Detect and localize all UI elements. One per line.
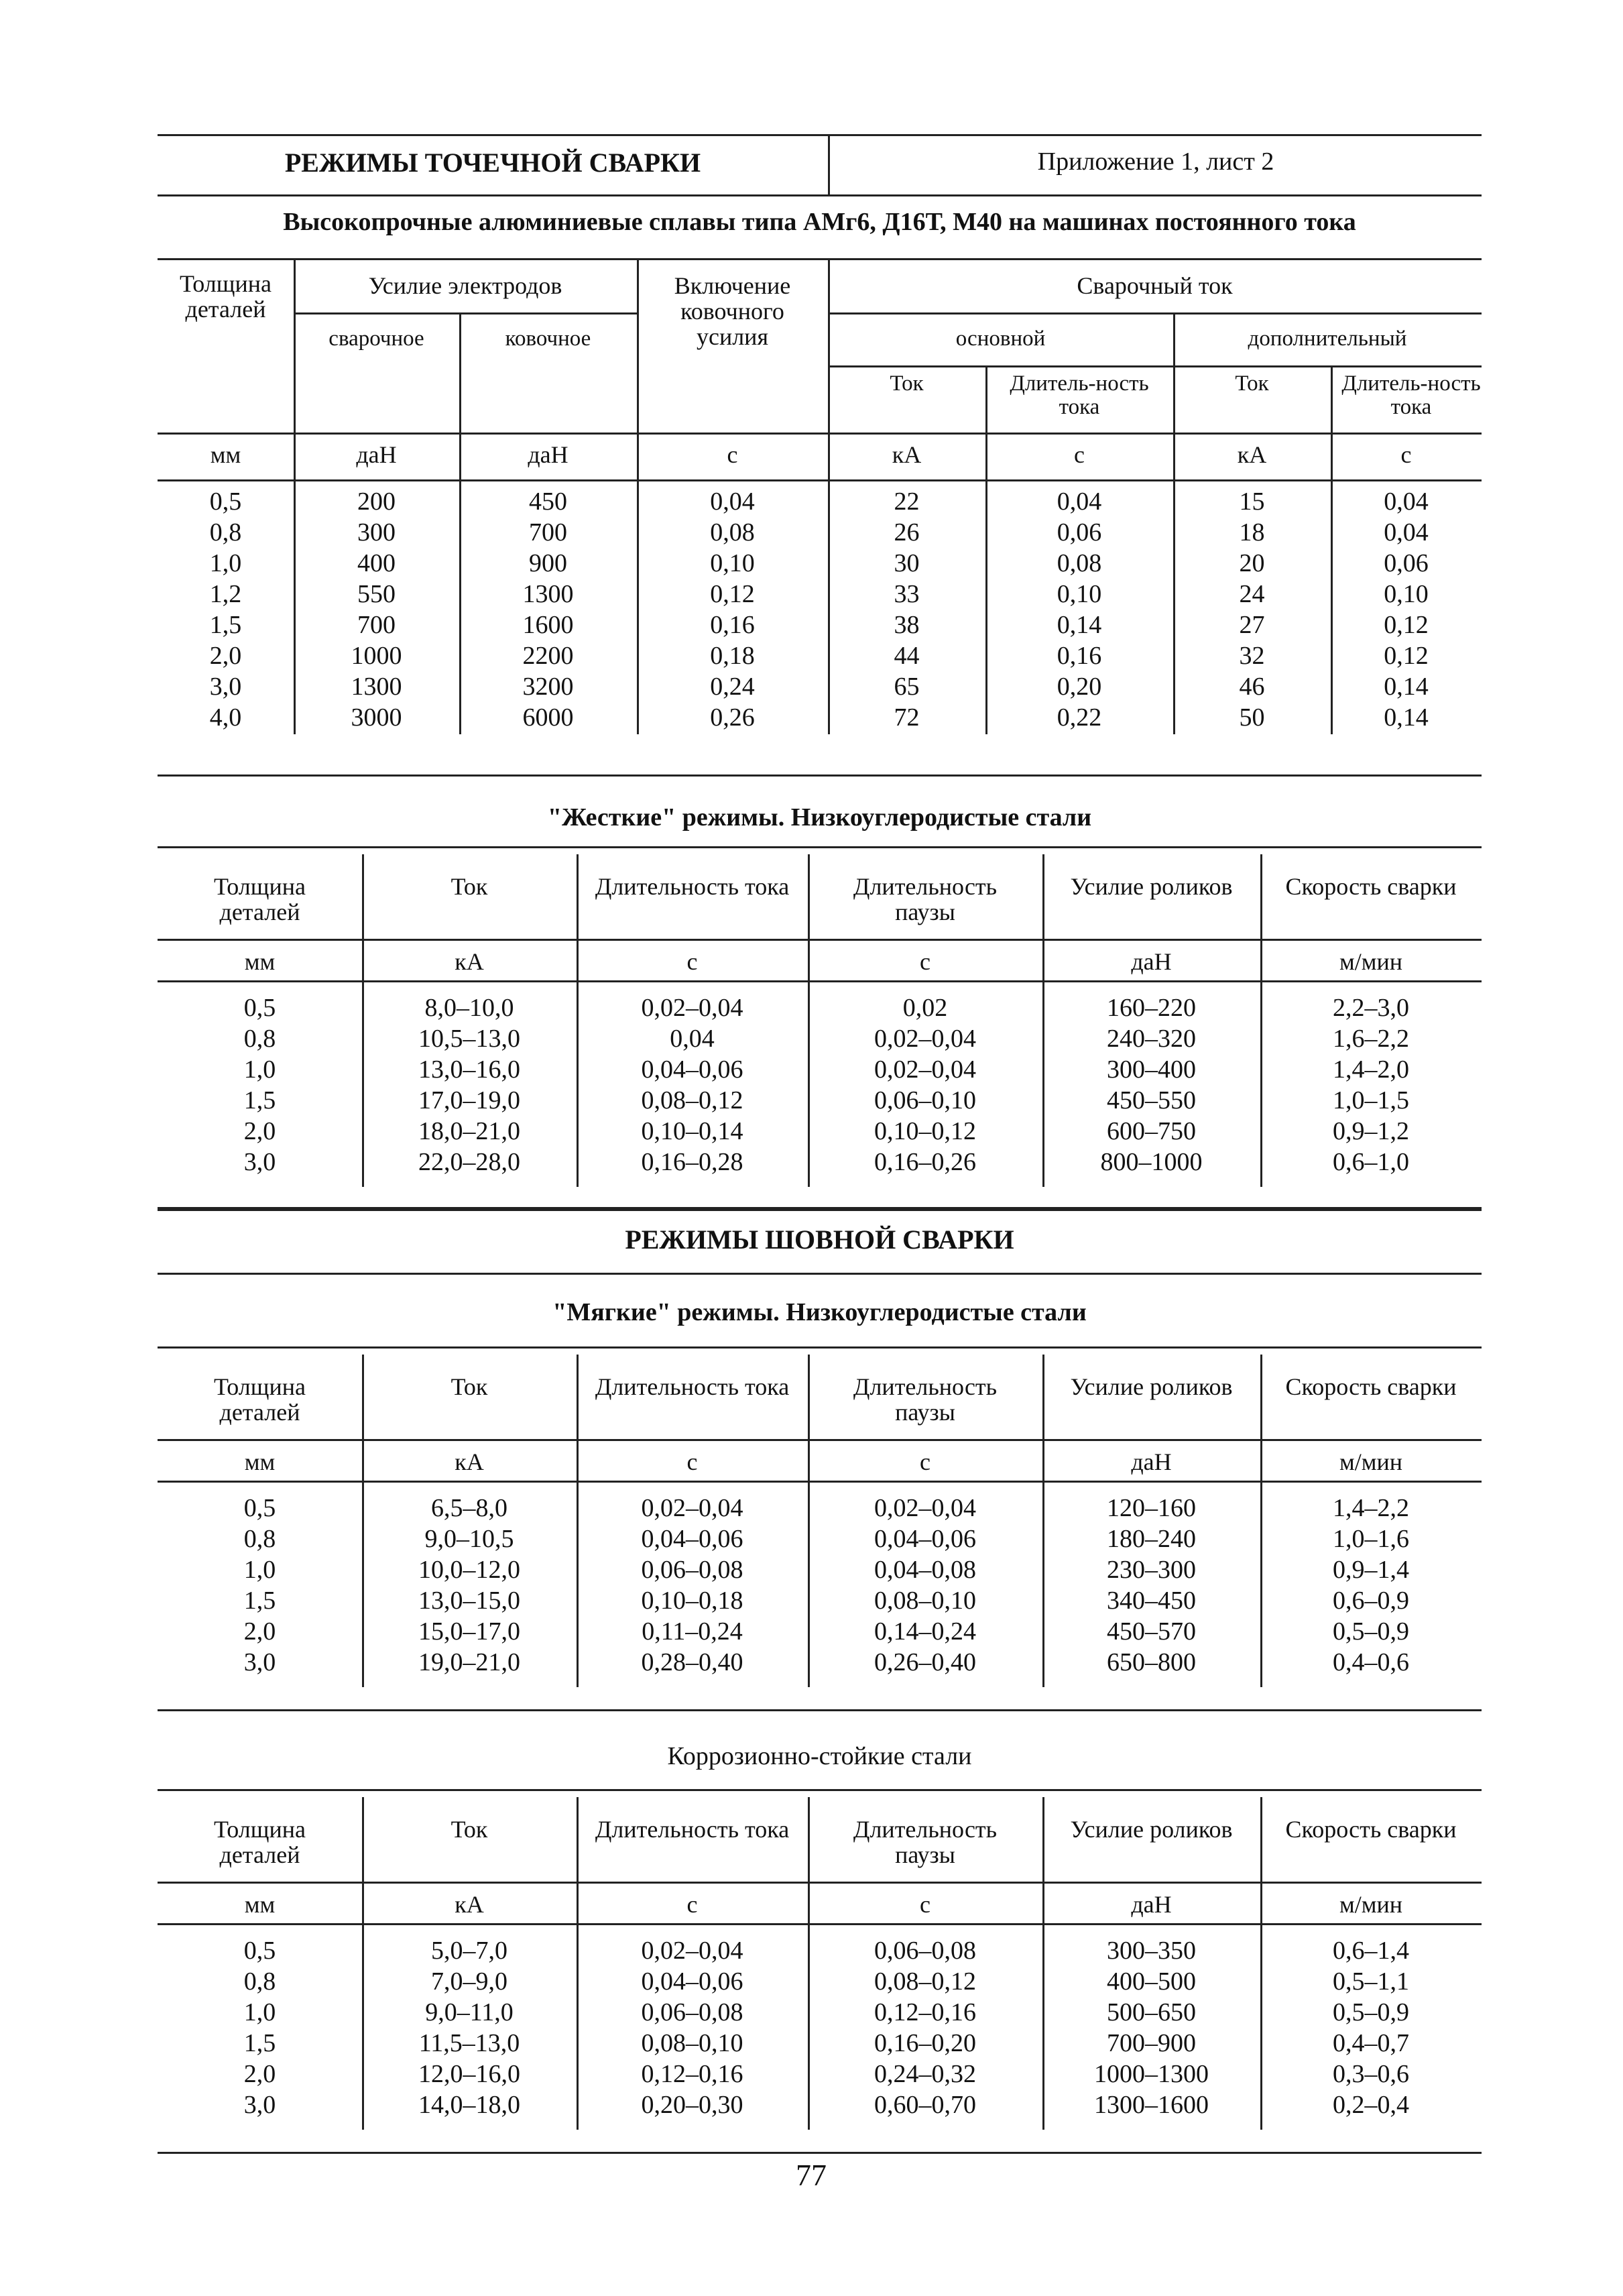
- t2-cell: 17,0–19,0: [418, 1086, 520, 1114]
- t1-cell: 0,26: [710, 703, 755, 732]
- t3-table-row: [0, 1647, 1623, 1678]
- rule: [158, 1209, 1482, 1211]
- t1-unit-3: с: [727, 441, 738, 468]
- t3-cell: 1,5: [243, 1587, 276, 1615]
- t1-cell: 4,0: [209, 703, 242, 732]
- rule: [158, 1346, 1482, 1348]
- t2-cell: 2,2–3,0: [1333, 994, 1409, 1022]
- t1-cell: 30: [894, 549, 920, 577]
- t4-table-row: [0, 2089, 1623, 2120]
- t4-table-row: [0, 1997, 1623, 2028]
- t1-cell: 0,5: [209, 487, 242, 516]
- t1-cell: 550: [357, 580, 396, 608]
- t2-unit-4: даН: [1131, 948, 1172, 975]
- t4-header-4: Усилие роликов: [1070, 1816, 1233, 1843]
- t1-cell: 0,14: [1384, 703, 1429, 732]
- t4-cell: 0,8: [243, 1967, 276, 1996]
- t4-unit-4: даН: [1131, 1891, 1172, 1918]
- t4-cell: 0,24–0,32: [874, 2060, 976, 2088]
- t1-cell: 3,0: [209, 673, 242, 701]
- t1-cell: 1300: [351, 673, 402, 701]
- t1-unit-4: кА: [892, 441, 922, 468]
- t4-cell: 0,04–0,06: [641, 1967, 743, 1996]
- t1-cell: 0,20: [1057, 673, 1102, 701]
- table1-caption: Высокопрочные алюминиевые сплавы типа АМг6, Д16Т, М40 на машинах постоянного тока: [283, 208, 1356, 236]
- t1-cell: 300: [357, 518, 396, 547]
- t4-unit-3: с: [920, 1891, 930, 1918]
- rule: [294, 312, 637, 314]
- section-title-seam-welding: РЕЖИМЫ ШОВНОЙ СВАРКИ: [625, 1224, 1014, 1255]
- t4-cell: 0,6–1,4: [1333, 1937, 1409, 1965]
- t4-cell: 0,12–0,16: [641, 2060, 743, 2088]
- t3-cell: 9,0–10,5: [424, 1525, 514, 1553]
- t1-cell: 3200: [522, 673, 574, 701]
- t2-cell: 8,0–10,0: [424, 994, 514, 1022]
- t2-header-3: Длительность паузы: [853, 873, 998, 925]
- t1-cell: 1300: [522, 580, 574, 608]
- rule: [158, 1481, 1482, 1483]
- t4-cell: 0,06–0,08: [641, 1998, 743, 2026]
- t2-cell: 0,16–0,26: [874, 1148, 976, 1176]
- t1-cell: 0,8: [209, 518, 242, 547]
- t1-table-row: [0, 610, 1623, 640]
- t1-header-forge-on: Включение ковочного усилия: [674, 272, 791, 350]
- t4-cell: 7,0–9,0: [431, 1967, 507, 1996]
- t2-header-0: Толщина деталей: [213, 873, 306, 925]
- table3-caption: "Мягкие" режимы. Низкоуглеродистые стали: [552, 1298, 1087, 1326]
- t1-table-row: [0, 640, 1623, 671]
- t4-cell: 3,0: [243, 2091, 276, 2119]
- t1-cell: 700: [529, 518, 567, 547]
- t3-cell: 1,0–1,6: [1333, 1525, 1409, 1553]
- t1-cell: 50: [1239, 703, 1265, 732]
- t3-cell: 0,28–0,40: [641, 1648, 743, 1676]
- t1-table-row: [0, 486, 1623, 517]
- page-number: 77: [796, 2158, 827, 2192]
- t4-cell: 0,2–0,4: [1333, 2091, 1409, 2119]
- t2-unit-5: м/мин: [1339, 948, 1403, 975]
- t1-cell: 65: [894, 673, 920, 701]
- t2-cell: 2,0: [243, 1117, 276, 1145]
- t1-unit-5: с: [1074, 441, 1085, 468]
- t1-cell: 0,10: [1384, 580, 1429, 608]
- t2-cell: 1,4–2,0: [1333, 1055, 1409, 1084]
- t4-cell: 0,4–0,7: [1333, 2029, 1409, 2057]
- t3-unit-3: с: [920, 1448, 930, 1475]
- rule: [158, 258, 1482, 260]
- t3-unit-1: кА: [455, 1448, 484, 1475]
- t1-header-cur-add: Ток: [1235, 371, 1269, 396]
- t1-header-force-weld: сварочное: [328, 327, 424, 351]
- t4-table-row: [0, 1966, 1623, 1997]
- t2-cell: 0,6–1,0: [1333, 1148, 1409, 1176]
- t2-header-5: Скорость сварки: [1285, 873, 1457, 900]
- page-title: РЕЖИМЫ ТОЧЕЧНОЙ СВАРКИ: [284, 148, 701, 178]
- t1-header-current: Сварочный ток: [1077, 272, 1233, 299]
- t3-cell: 0,02–0,04: [641, 1494, 743, 1522]
- rule: [158, 980, 1482, 982]
- t4-header-2: Длительность тока: [595, 1816, 790, 1843]
- t1-cell: 0,12: [1384, 611, 1429, 639]
- t1-cell: 0,24: [710, 673, 755, 701]
- t2-cell: 0,02: [902, 994, 948, 1022]
- t4-header-1: Ток: [450, 1816, 488, 1843]
- rule: [158, 939, 1482, 941]
- t3-cell: 2,0: [243, 1617, 276, 1646]
- t4-cell: 400–500: [1107, 1967, 1196, 1996]
- t2-header-2: Длительность тока: [595, 873, 790, 900]
- rule: [158, 479, 1482, 481]
- t2-unit-2: с: [686, 948, 698, 975]
- t1-cell: 0,10: [1057, 580, 1102, 608]
- t4-cell: 300–350: [1107, 1937, 1196, 1965]
- t1-cell: 0,10: [710, 549, 755, 577]
- t3-cell: 10,0–12,0: [418, 1556, 520, 1584]
- t1-cell: 46: [1239, 673, 1265, 701]
- t1-cell: 26: [894, 518, 920, 547]
- t4-cell: 9,0–11,0: [425, 1998, 514, 2026]
- t2-table-row: [0, 1054, 1623, 1085]
- t4-cell: 0,20–0,30: [641, 2091, 743, 2119]
- t1-cell: 1,5: [209, 611, 242, 639]
- t4-unit-1: кА: [455, 1891, 484, 1918]
- appendix-label: Приложение 1, лист 2: [1037, 148, 1274, 176]
- t4-cell: 0,5–0,9: [1333, 1998, 1409, 2026]
- t1-header-dur-main: Длитель-ность тока: [1010, 371, 1149, 419]
- t4-cell: 0,16–0,20: [874, 2029, 976, 2057]
- t4-table-row: [0, 1935, 1623, 1966]
- t2-cell: 0,06–0,10: [874, 1086, 976, 1114]
- t2-cell: 1,0: [243, 1055, 276, 1084]
- t3-header-5: Скорость сварки: [1285, 1373, 1457, 1400]
- t1-cell: 15: [1239, 487, 1265, 516]
- rule: [158, 194, 1482, 196]
- t4-cell: 0,60–0,70: [874, 2091, 976, 2119]
- t1-cell: 6000: [522, 703, 574, 732]
- t4-unit-2: с: [686, 1891, 698, 1918]
- t3-cell: 0,6–0,9: [1333, 1587, 1409, 1615]
- t3-cell: 340–450: [1107, 1587, 1196, 1615]
- t1-unit-1: даН: [356, 441, 397, 468]
- t3-cell: 0,11–0,24: [642, 1617, 743, 1646]
- t1-cell: 22: [894, 487, 920, 516]
- t1-table-row: [0, 548, 1623, 579]
- t3-cell: 19,0–21,0: [418, 1648, 520, 1676]
- t1-cell: 0,22: [1057, 703, 1102, 732]
- t4-header-3: Длительность паузы: [853, 1816, 998, 1868]
- t3-cell: 0,04–0,06: [874, 1525, 976, 1553]
- t2-cell: 1,0–1,5: [1333, 1086, 1409, 1114]
- t1-header-thickness: Толщина деталей: [179, 270, 272, 323]
- t3-cell: 0,04–0,08: [874, 1556, 976, 1584]
- t3-cell: 0,04–0,06: [641, 1525, 743, 1553]
- t3-unit-2: с: [686, 1448, 698, 1475]
- t2-table-row: [0, 1147, 1623, 1178]
- t3-cell: 0,5–0,9: [1333, 1617, 1409, 1646]
- t2-cell: 22,0–28,0: [418, 1148, 520, 1176]
- rule: [158, 433, 1482, 435]
- t2-cell: 160–220: [1107, 994, 1196, 1022]
- t1-cell: 1,0: [209, 549, 242, 577]
- t1-header-main: основной: [955, 327, 1046, 351]
- t3-cell: 3,0: [243, 1648, 276, 1676]
- t3-header-2: Длительность тока: [595, 1373, 790, 1400]
- rule: [158, 1207, 1482, 1209]
- rule: [158, 1789, 1482, 1791]
- t3-cell: 180–240: [1107, 1525, 1196, 1553]
- t3-cell: 450–570: [1107, 1617, 1196, 1646]
- t1-unit-6: кА: [1237, 441, 1267, 468]
- t2-cell: 13,0–16,0: [418, 1055, 520, 1084]
- t1-cell: 0,14: [1057, 611, 1102, 639]
- rule: [158, 2152, 1482, 2154]
- t2-unit-3: с: [920, 948, 930, 975]
- t1-cell: 400: [357, 549, 396, 577]
- t1-table-row: [0, 579, 1623, 610]
- t2-table-row: [0, 1023, 1623, 1054]
- t3-unit-0: мм: [244, 1448, 276, 1475]
- rule: [828, 312, 1482, 314]
- t2-cell: 450–550: [1107, 1086, 1196, 1114]
- t2-cell: 0,10–0,14: [641, 1117, 743, 1145]
- t2-cell: 240–320: [1107, 1025, 1196, 1053]
- t1-header-cur-main: Ток: [890, 371, 924, 396]
- t3-cell: 0,14–0,24: [874, 1617, 976, 1646]
- t3-cell: 0,26–0,40: [874, 1648, 976, 1676]
- t4-cell: 5,0–7,0: [431, 1937, 507, 1965]
- t1-unit-2: даН: [528, 441, 568, 468]
- t1-cell: 0,12: [710, 580, 755, 608]
- t1-cell: 0,16: [710, 611, 755, 639]
- rule: [158, 134, 1482, 136]
- t1-cell: 0,16: [1057, 642, 1102, 670]
- t1-header-force-forge: ковочное: [505, 327, 591, 351]
- t2-cell: 18,0–21,0: [418, 1117, 520, 1145]
- t4-cell: 1,0: [243, 1998, 276, 2026]
- t4-cell: 0,5: [243, 1937, 276, 1965]
- t3-cell: 0,10–0,18: [641, 1587, 743, 1615]
- rule: [158, 846, 1482, 848]
- t2-cell: 0,02–0,04: [874, 1055, 976, 1084]
- t3-cell: 1,0: [243, 1556, 276, 1584]
- t3-cell: 1,4–2,2: [1333, 1494, 1409, 1522]
- t1-unit-0: мм: [210, 441, 241, 468]
- t1-header-force: Усилие электродов: [368, 272, 562, 299]
- t4-cell: 0,3–0,6: [1333, 2060, 1409, 2088]
- t1-cell: 0,04: [1384, 518, 1429, 547]
- t4-table-row: [0, 2059, 1623, 2089]
- t1-cell: 20: [1239, 549, 1265, 577]
- t1-unit-7: с: [1400, 441, 1412, 468]
- t1-cell: 1000: [351, 642, 402, 670]
- t1-cell: 0,08: [710, 518, 755, 547]
- t2-cell: 0,5: [243, 994, 276, 1022]
- t4-unit-5: м/мин: [1339, 1891, 1403, 1918]
- t2-cell: 0,08–0,12: [641, 1086, 743, 1114]
- t2-cell: 10,5–13,0: [418, 1025, 520, 1053]
- t3-header-1: Ток: [450, 1373, 488, 1400]
- t3-cell: 13,0–15,0: [418, 1587, 520, 1615]
- t3-cell: 6,5–8,0: [431, 1494, 507, 1522]
- t4-cell: 1,5: [243, 2029, 276, 2057]
- t1-cell: 0,14: [1384, 673, 1429, 701]
- t3-table-row: [0, 1585, 1623, 1616]
- t3-unit-4: даН: [1131, 1448, 1172, 1475]
- t1-cell: 0,06: [1384, 549, 1429, 577]
- t1-header-dur-add: Длитель-ность тока: [1341, 371, 1481, 419]
- t3-cell: 0,06–0,08: [641, 1556, 743, 1584]
- t2-header-4: Усилие роликов: [1070, 873, 1233, 900]
- t1-cell: 72: [894, 703, 920, 732]
- t1-header-add: дополнительный: [1248, 327, 1407, 351]
- t4-cell: 1000–1300: [1094, 2060, 1209, 2088]
- t1-cell: 450: [529, 487, 567, 516]
- t1-cell: 900: [529, 549, 567, 577]
- t2-unit-1: кА: [455, 948, 484, 975]
- t2-cell: 3,0: [243, 1148, 276, 1176]
- t1-cell: 0,04: [710, 487, 755, 516]
- t1-table-row: [0, 702, 1623, 733]
- t1-cell: 27: [1239, 611, 1265, 639]
- rule: [158, 774, 1482, 777]
- t3-cell: 230–300: [1107, 1556, 1196, 1584]
- t1-cell: 24: [1239, 580, 1265, 608]
- t3-table-row: [0, 1524, 1623, 1554]
- t1-cell: 1600: [522, 611, 574, 639]
- t4-cell: 0,08–0,10: [641, 2029, 743, 2057]
- t4-cell: 2,0: [243, 2060, 276, 2088]
- t2-table-row: [0, 1085, 1623, 1116]
- t4-header-5: Скорость сварки: [1285, 1816, 1457, 1843]
- t1-cell: 0,08: [1057, 549, 1102, 577]
- t3-table-row: [0, 1616, 1623, 1647]
- t1-cell: 0,12: [1384, 642, 1429, 670]
- t1-cell: 2,0: [209, 642, 242, 670]
- t4-cell: 0,02–0,04: [641, 1937, 743, 1965]
- t2-table-row: [0, 992, 1623, 1023]
- t2-cell: 0,16–0,28: [641, 1148, 743, 1176]
- t3-cell: 0,08–0,10: [874, 1587, 976, 1615]
- t1-cell: 2200: [522, 642, 574, 670]
- rule: [158, 1923, 1482, 1925]
- t3-cell: 0,4–0,6: [1333, 1648, 1409, 1676]
- t4-cell: 12,0–16,0: [418, 2060, 520, 2088]
- t2-cell: 0,02–0,04: [641, 994, 743, 1022]
- t1-table-row: [0, 517, 1623, 548]
- t3-table-row: [0, 1554, 1623, 1585]
- t3-cell: 0,9–1,4: [1333, 1556, 1409, 1584]
- t2-cell: 0,02–0,04: [874, 1025, 976, 1053]
- t4-cell: 1300–1600: [1094, 2091, 1209, 2119]
- t2-header-1: Ток: [450, 873, 488, 900]
- t3-cell: 0,8: [243, 1525, 276, 1553]
- table2-caption: "Жесткие" режимы. Низкоуглеродистые стали: [547, 803, 1092, 831]
- t4-cell: 0,5–1,1: [1333, 1967, 1409, 1996]
- t2-cell: 0,10–0,12: [874, 1117, 976, 1145]
- rule: [158, 1273, 1482, 1275]
- t2-cell: 300–400: [1107, 1055, 1196, 1084]
- t4-unit-0: мм: [244, 1891, 276, 1918]
- t2-cell: 800–1000: [1100, 1148, 1203, 1176]
- t3-header-4: Усилие роликов: [1070, 1373, 1233, 1400]
- t4-cell: 0,08–0,12: [874, 1967, 976, 1996]
- t3-cell: 120–160: [1107, 1494, 1196, 1522]
- t1-cell: 44: [894, 642, 920, 670]
- t3-cell: 650–800: [1107, 1648, 1196, 1676]
- t4-cell: 0,12–0,16: [874, 1998, 976, 2026]
- t2-cell: 0,9–1,2: [1333, 1117, 1409, 1145]
- t1-cell: 1,2: [209, 580, 242, 608]
- t1-table-row: [0, 671, 1623, 702]
- t4-header-0: Толщина деталей: [213, 1816, 306, 1868]
- rule: [158, 1882, 1482, 1884]
- t1-cell: 0,06: [1057, 518, 1102, 547]
- t1-cell: 200: [357, 487, 396, 516]
- t4-cell: 700–900: [1107, 2029, 1196, 2057]
- t2-table-row: [0, 1116, 1623, 1147]
- t1-cell: 38: [894, 611, 920, 639]
- t4-cell: 0,06–0,08: [874, 1937, 976, 1965]
- t1-cell: 32: [1239, 642, 1265, 670]
- t2-cell: 0,04–0,06: [641, 1055, 743, 1084]
- t1-cell: 0,04: [1057, 487, 1102, 516]
- t3-header-3: Длительность паузы: [853, 1373, 998, 1426]
- table4-caption: Коррозионно-стойкие стали: [667, 1742, 972, 1770]
- t4-cell: 500–650: [1107, 1998, 1196, 2026]
- t3-table-row: [0, 1493, 1623, 1524]
- rule: [828, 365, 1482, 367]
- t1-cell: 700: [357, 611, 396, 639]
- rule: [158, 1709, 1482, 1711]
- t3-unit-5: м/мин: [1339, 1448, 1403, 1475]
- t2-cell: 600–750: [1107, 1117, 1196, 1145]
- t3-header-0: Толщина деталей: [213, 1373, 306, 1426]
- t3-cell: 0,02–0,04: [874, 1494, 976, 1522]
- t2-cell: 1,6–2,2: [1333, 1025, 1409, 1053]
- t2-unit-0: мм: [244, 948, 276, 975]
- t1-cell: 0,04: [1384, 487, 1429, 516]
- t4-table-row: [0, 2028, 1623, 2059]
- t3-cell: 0,5: [243, 1494, 276, 1522]
- t1-cell: 33: [894, 580, 920, 608]
- t2-cell: 0,04: [670, 1025, 715, 1053]
- t1-cell: 3000: [351, 703, 402, 732]
- t3-cell: 15,0–17,0: [418, 1617, 520, 1646]
- t1-cell: 0,18: [710, 642, 755, 670]
- t2-cell: 1,5: [243, 1086, 276, 1114]
- t2-cell: 0,8: [243, 1025, 276, 1053]
- t4-cell: 11,5–13,0: [418, 2029, 520, 2057]
- t1-cell: 18: [1239, 518, 1265, 547]
- t4-cell: 14,0–18,0: [418, 2091, 520, 2119]
- rule: [158, 1439, 1482, 1441]
